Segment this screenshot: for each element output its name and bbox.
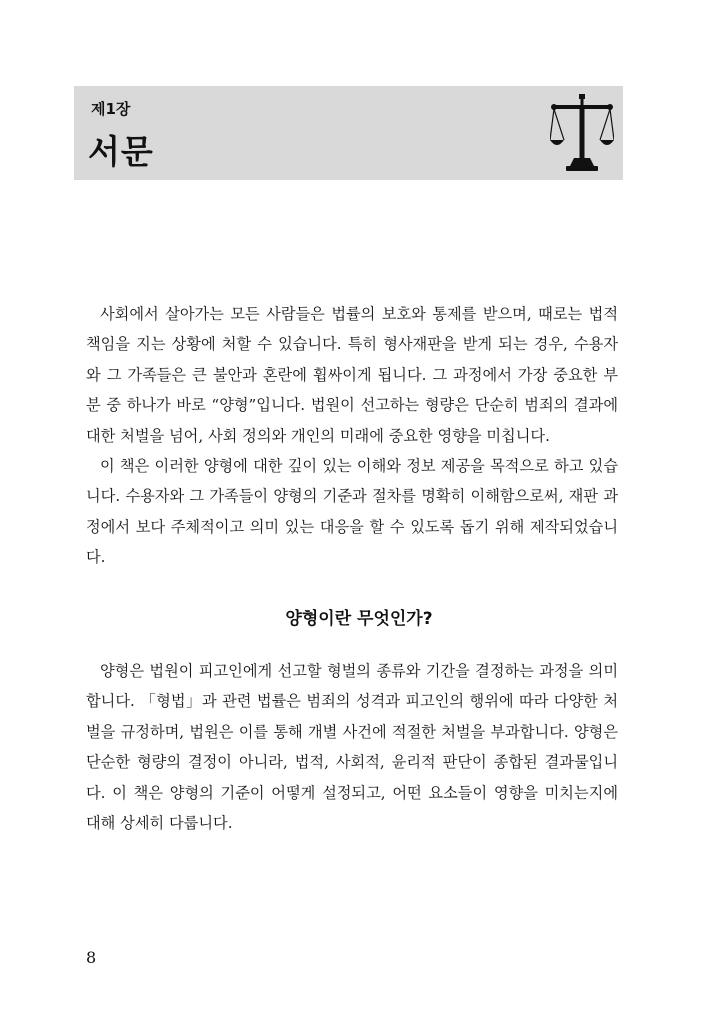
chapter-label: 제1장: [91, 100, 131, 118]
definition-section: [86, 656, 618, 838]
section-heading: 양형이란 무엇인가?: [285, 609, 433, 629]
chapter-title: 서문: [88, 132, 154, 171]
scales-of-justice-icon: [550, 94, 614, 172]
intro-section: [86, 299, 618, 573]
page-number: 8: [86, 948, 97, 967]
chapter-banner: [74, 86, 623, 180]
intro-paragraph-1: 사회에서 살아가는 모든 사람들은 법률의 보호와 통제를 받으며, 때로는 법적 책임을 지는 상황에 처할 수 있습니다. 특히 형사재판을 받게 되는 경우, 수용자와 그 가족들은 큰 불안과 혼란에 휩싸이게 됩니다. 그 과정에서 가장 중요한 부분 중 하나가 바로 “양형”입니다. 법원이 선고하는 형량은 단순히 범죄의 결과에 대한 처벌을 넘어, 사회 정의와 개인의 미래에 중요한 영향을 미칩니다.: [86, 305, 618, 445]
intro-paragraph-2: 이 책은 이러한 양형에 대한 깊이 있는 이해와 정보 제공을 목적으로 하고 있습니다. 수용자와 그 가족들이 양형의 기준과 절차를 명확히 이해함으로써, 재판 과정에서 보다 주체적이고 의미 있는 대응을 할 수 있도록 돕기 위해 제작되었습니다.: [86, 457, 618, 567]
definition-paragraph: 양형은 법원이 피고인에게 선고할 형벌의 종류와 기간을 결정하는 과정을 의미합니다. 「형법」과 관련 법률은 범죄의 성격과 피고인의 행위에 따라 다양한 처벌을 규정하며, 법원은 이를 통해 개별 사건에 적절한 처벌을 부과합니다. 양형은 단순한 형량의 결정이 아니라, 법적, 사회적, 윤리적 판단이 종합된 결과물입니다. 이 책은 양형의 기준이 어떻게 설정되고, 어떤 요소들이 영향을 미치는지에 대해 상세히 다룹니다.: [86, 662, 618, 833]
